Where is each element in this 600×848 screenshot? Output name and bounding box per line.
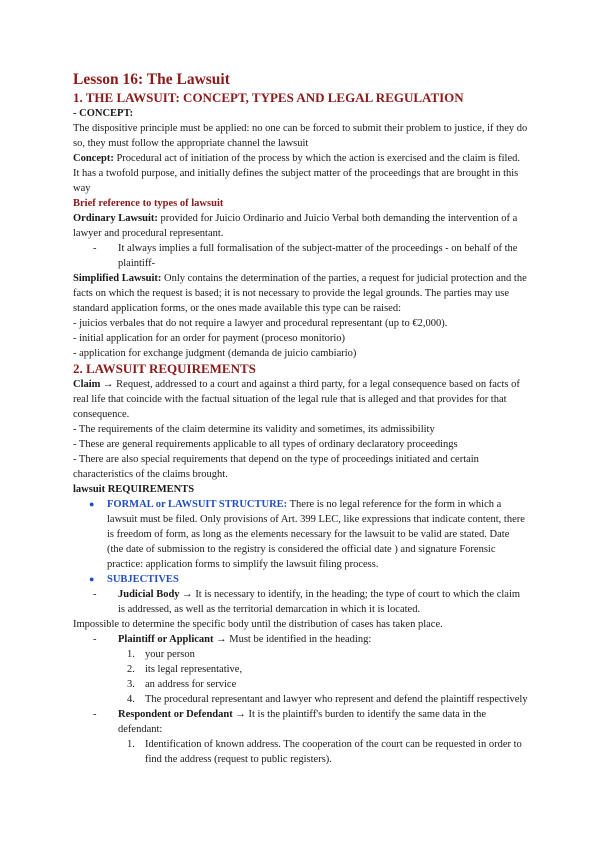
claim-paragraph: Claim → Request, addressed to a court and against a third party, for a legal consequence based on facts of real life that coincide with the factual situation of the legal rule that is alleged and that provides for that consequence. [73, 379, 520, 420]
simplified-item: - juicios verbales that do not require a lawyer and procedural representant (up to €2,000). [73, 318, 448, 329]
formal-bullet: ● FORMAL or LAWSUIT STRUCTURE: There is no legal reference for the form in which a lawsuit must be filed. Only provisions of Art. 399 LEC, like expressions that indicate content, there is freedom of form, as long as the elements necessary for the lawsuit to be valid are stated. Date (the date of submission to the registry is considered the official date ) and signature Forensic practice: application forms to simplify the lawsuit filing process. [73, 497, 528, 572]
ordinary-lawsuit-paragraph: Ordinary Lawsuit: provided for Juicio Ordinario and Juicio Verbal both demanding the intervention of a lawyer and procedural representant. [73, 213, 518, 239]
ordinary-dash-item: - It always implies a full formalisation of the subject-matter of the proceedings - on behalf of the plaintiff- [73, 241, 528, 271]
dispositive-paragraph: The dispositive principle must be applied: no one can be forced to submit their problem to justice, if they do so, they must follow the appropriate channel the lawsuit [73, 123, 528, 149]
claim-item: - The requirements of the claim determine its validity and sometimes, its admissibility [73, 424, 435, 435]
concept-label: - CONCEPT: [73, 108, 134, 119]
simplified-item: - initial application for an order for payment (proceso monitorio) [73, 333, 346, 344]
simplified-lawsuit-paragraph: Simplified Lawsuit: Only contains the determination of the parties, a request for judicial protection and the facts on which the request is based; it is not necessary to provide the legal grounds. The parties may use standard application forms, or the ones made available this type can be raised: [73, 273, 527, 314]
simplified-item: - application for exchange judgment (demanda de juicio cambiario) [73, 348, 357, 359]
plaintiff-item: - Plaintiff or Applicant → Must be identified in the heading: [73, 632, 528, 647]
document-page [73, 70, 528, 767]
respondent-list-item: 1. Identification of known address. The cooperation of the court can be requested in order to find the address (request to public registers). [127, 739, 522, 765]
respondent-item: - Respondent or Defendant → It is the plaintiff's burden to identify the same data in the defendant: [73, 707, 528, 737]
judicial-body-item: - Judicial Body → It is necessary to identify, in the heading; the type of court to which the claim is addressed, as well as the territorial demarcation in which it is located. [73, 587, 528, 617]
section-1-heading: 1. THE LAWSUIT: CONCEPT, TYPES AND LEGAL REGULATION [73, 90, 464, 105]
subjectives-bullet: ● SUBJECTIVES [73, 572, 528, 587]
claim-item: - There are also special requirements that depend on the type of proceedings initiated and certain characteristics of the claims brought. [73, 454, 479, 480]
page-title: Lesson 16: The Lawsuit [73, 71, 230, 88]
plaintiff-list-item: 1. your person [127, 649, 195, 660]
plaintiff-list-item: 4. The procedural representant and lawyer who represent and defend the plaintiff respectively [127, 694, 528, 705]
plaintiff-list-item: 2. its legal representative, [127, 664, 243, 675]
section-2-heading: 2. LAWSUIT REQUIREMENTS [73, 361, 256, 376]
impossible-paragraph: Impossible to determine the specific body until the distribution of cases has taken place. [73, 619, 443, 630]
claim-item: - These are general requirements applicable to all types of ordinary declaratory proceedings [73, 439, 458, 450]
requirements-heading: lawsuit REQUIREMENTS [73, 484, 195, 495]
plaintiff-list-item: 3. an address for service [127, 679, 237, 690]
brief-reference-heading: Brief reference to types of lawsuit [73, 198, 224, 209]
concept-paragraph: Concept: Procedural act of initiation of the process by which the action is exercised and the claim is filed. It has a twofold purpose, and initially defines the subject matter of the proceedings that are brought in this way [73, 153, 520, 194]
